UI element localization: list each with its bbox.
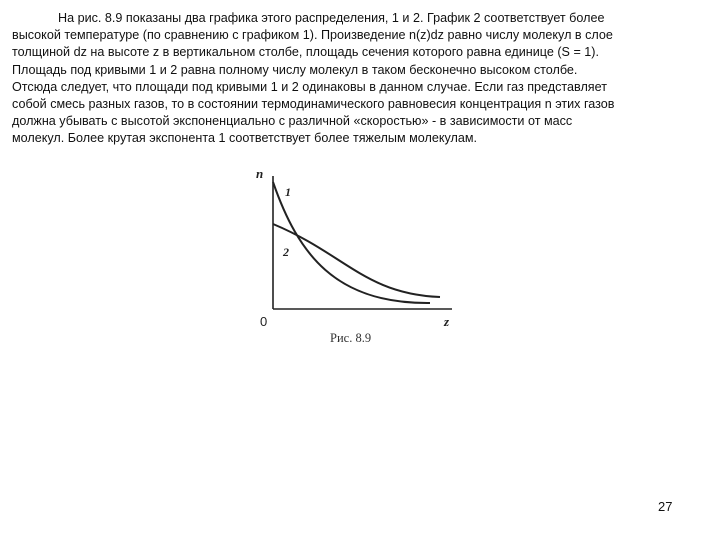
body-paragraph xyxy=(12,10,706,148)
y-axis-label: n xyxy=(256,166,264,181)
paragraph-line: толщиной dz на высоте z в вертикальном столбе, площадь сечения которого равна единице (S = 1). xyxy=(12,45,599,60)
distribution-figure xyxy=(250,164,470,354)
paragraph-line: На рис. 8.9 показаны два графика этого распределения, 1 и 2. График 2 соответствует более xyxy=(58,11,605,25)
paragraph-line: Отсюда следует, что площади под кривыми 1 и 2 одинаковы в данном случае. Если газ представляет xyxy=(12,79,607,94)
curve-2 xyxy=(273,224,440,297)
distribution-graph xyxy=(250,164,470,334)
paragraph-line: Площадь под кривыми 1 и 2 равна полному числу молекул в таком бесконечно высоком столбе. xyxy=(12,62,578,77)
paragraph-line: должна убывать с высотой экспоненциально с различной «скоростью» - в зависимости от масс xyxy=(12,114,573,129)
figure-caption: Рис. 8.9 xyxy=(330,331,372,345)
curve-1-label: 1 xyxy=(285,185,291,199)
origin-label: 0 xyxy=(260,314,268,329)
page-number: 27 xyxy=(658,499,673,514)
paragraph-line: молекул. Более крутая экспонента 1 соответствует более тяжелым молекулам. xyxy=(12,131,478,146)
curve-2-label: 2 xyxy=(283,245,289,259)
curve-1 xyxy=(273,182,430,303)
paragraph-line: собой смесь разных газов, то в состоянии термодинамического равновесия концентрация n этих газов xyxy=(12,97,615,112)
paragraph-line: высокой температуре (по сравнению с графиком 1). Произведение n(z)dz равно числу молекул в слое xyxy=(12,28,613,43)
x-axis-label: z xyxy=(444,314,450,329)
